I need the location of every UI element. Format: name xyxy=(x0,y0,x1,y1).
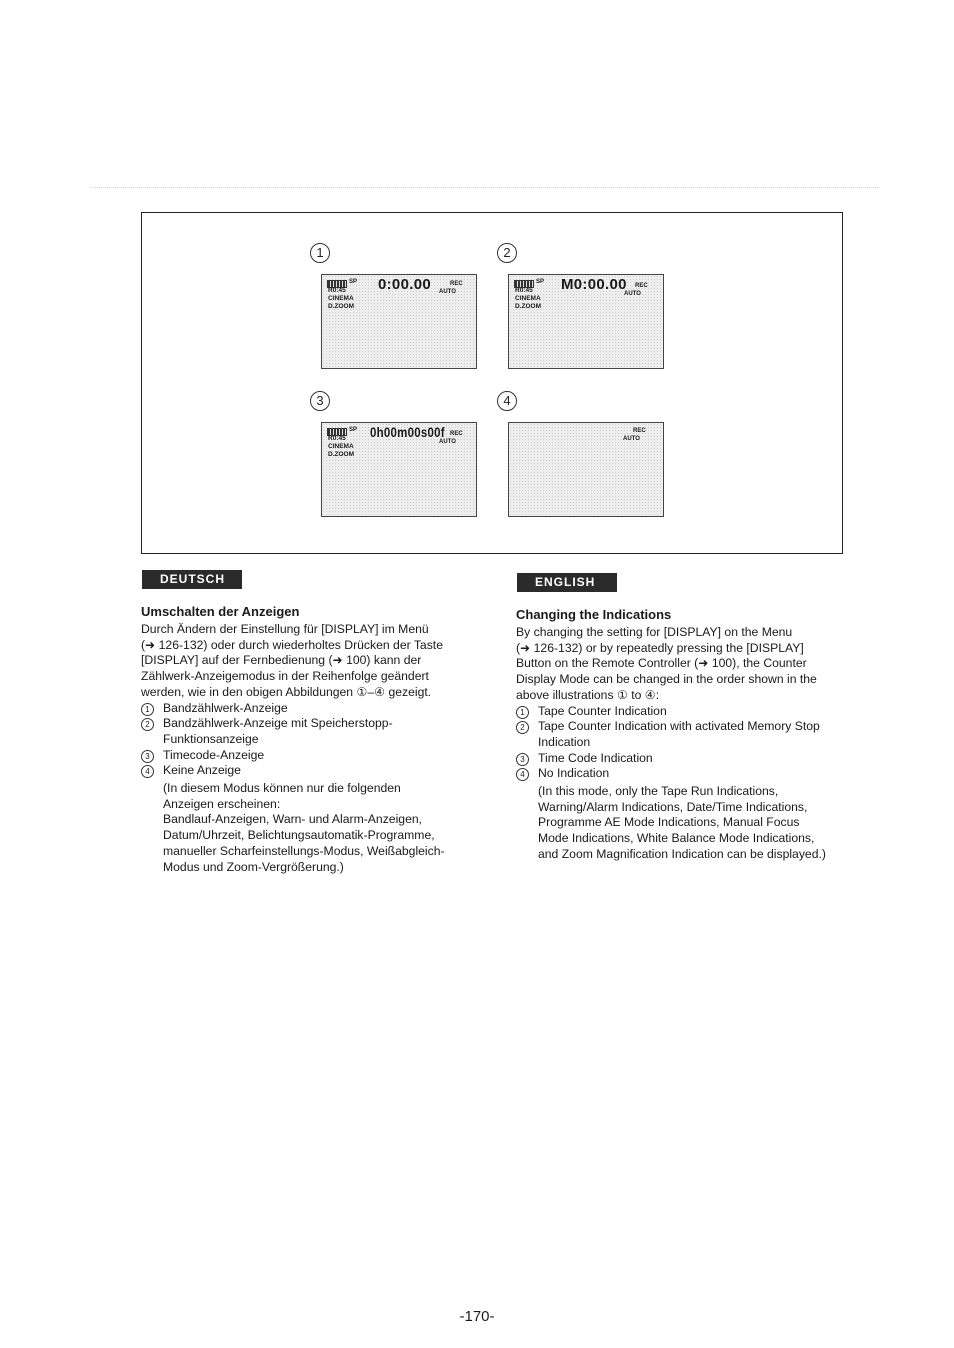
english-section xyxy=(516,607,854,863)
sp-label: SP xyxy=(349,279,358,285)
illustration-frame xyxy=(141,212,843,554)
intro-paragraph: By changing the setting for [DISPLAY] on the Menu (➜ 126-132) or by repeatedly pressing the [DISPLAY] Button on the Remote Controller (➜ 100), the Counter Display Mode can be changed in the order shown in the above illustrations ① to ④: xyxy=(516,625,817,702)
mode-note: (In this mode, only the Tape Run Indications, Warning/Alarm Indications, Date/Time Indications, Programme AE Mode Indications, Manual Focus Mode Indications, White Balance Mode Indications, and Zoom Magnification Indication can be displayed.) xyxy=(538,784,826,861)
dzoom-label: D.ZOOM xyxy=(515,303,541,310)
indication-list xyxy=(516,704,854,783)
rec-label: REC xyxy=(633,428,646,434)
cinema-label: CINEMA xyxy=(515,295,541,302)
indication-list xyxy=(141,701,481,780)
mode-note: (In diesem Modus können nur die folgenden Anzeigen erscheinen: Bandlauf-Anzeigen, Warn- und Alarm-Anzeigen, Datum/Uhrzeit, Belichtungsautomatik-Programme, manueller Scharfeinstellungs-Modus, Weißabgleich- Modus und Zoom-Vergrößerung.) xyxy=(163,781,445,874)
viewfinder-screen-1 xyxy=(321,274,477,369)
viewfinder-screen-2 xyxy=(508,274,664,369)
header-rule xyxy=(90,187,880,188)
viewfinder-screen-3 xyxy=(321,422,477,517)
auto-label: AUTO xyxy=(623,436,640,442)
remaining-time: R0:45 xyxy=(515,287,533,294)
viewfinder-screen-4 xyxy=(508,422,664,517)
list-item: 4 No Indication xyxy=(516,766,854,782)
intro-paragraph: Durch Ändern der Einstellung für [DISPLAY] im Menü (➜ 126-132) oder durch wiederholtes Drücken der Taste [DISPLAY] auf der Fernbedienung (➜ 100) kann der Zählwerk-Anzeigemodus in der Reihenfolge geändert werden, wie in den obigen Abbildungen ①–④ gezeigt. xyxy=(141,622,443,699)
list-item: 3 Timecode-Anzeige xyxy=(141,748,481,764)
list-item: 2 Bandzählwerk-Anzeige mit Speicherstopp- Funktionsanzeige xyxy=(141,716,481,747)
cinema-label: CINEMA xyxy=(328,443,354,450)
panel-number-3: 3 xyxy=(310,391,330,411)
panel-number-2: 2 xyxy=(497,243,517,263)
list-item: 3 Time Code Indication xyxy=(516,751,854,767)
sp-label: SP xyxy=(349,427,358,433)
cinema-label: CINEMA xyxy=(328,295,354,302)
section-heading: Changing the Indications xyxy=(516,607,672,622)
panel-number-1: 1 xyxy=(310,243,330,263)
deutsch-section xyxy=(141,604,481,875)
remaining-time: R0:45 xyxy=(328,435,346,442)
auto-label: AUTO xyxy=(439,439,456,445)
list-item: 2 Tape Counter Indication with activated Memory Stop Indication xyxy=(516,719,854,750)
language-badge-english: ENGLISH xyxy=(517,573,617,592)
sp-label: SP xyxy=(536,279,545,285)
page-number: -170- xyxy=(459,1308,495,1325)
remaining-time: R0:45 xyxy=(328,287,346,294)
rec-label: REC xyxy=(450,431,463,437)
auto-label: AUTO xyxy=(624,291,641,297)
rec-label: REC xyxy=(450,281,463,287)
dzoom-label: D.ZOOM xyxy=(328,303,354,310)
language-badge-deutsch: DEUTSCH xyxy=(142,570,242,589)
dzoom-label: D.ZOOM xyxy=(328,451,354,458)
section-heading: Umschalten der Anzeigen xyxy=(141,604,300,619)
tape-counter: 0:00.00 xyxy=(378,276,431,293)
panel-number-4: 4 xyxy=(497,391,517,411)
tape-counter-memory: M0:00.00 xyxy=(561,276,627,293)
rec-label: REC xyxy=(635,283,648,289)
time-code: 0h00m00s00f xyxy=(370,424,445,440)
list-item: 4 Keine Anzeige xyxy=(141,763,481,779)
list-item: 1 Bandzählwerk-Anzeige xyxy=(141,701,481,717)
auto-label: AUTO xyxy=(439,289,456,295)
list-item: 1 Tape Counter Indication xyxy=(516,704,854,720)
